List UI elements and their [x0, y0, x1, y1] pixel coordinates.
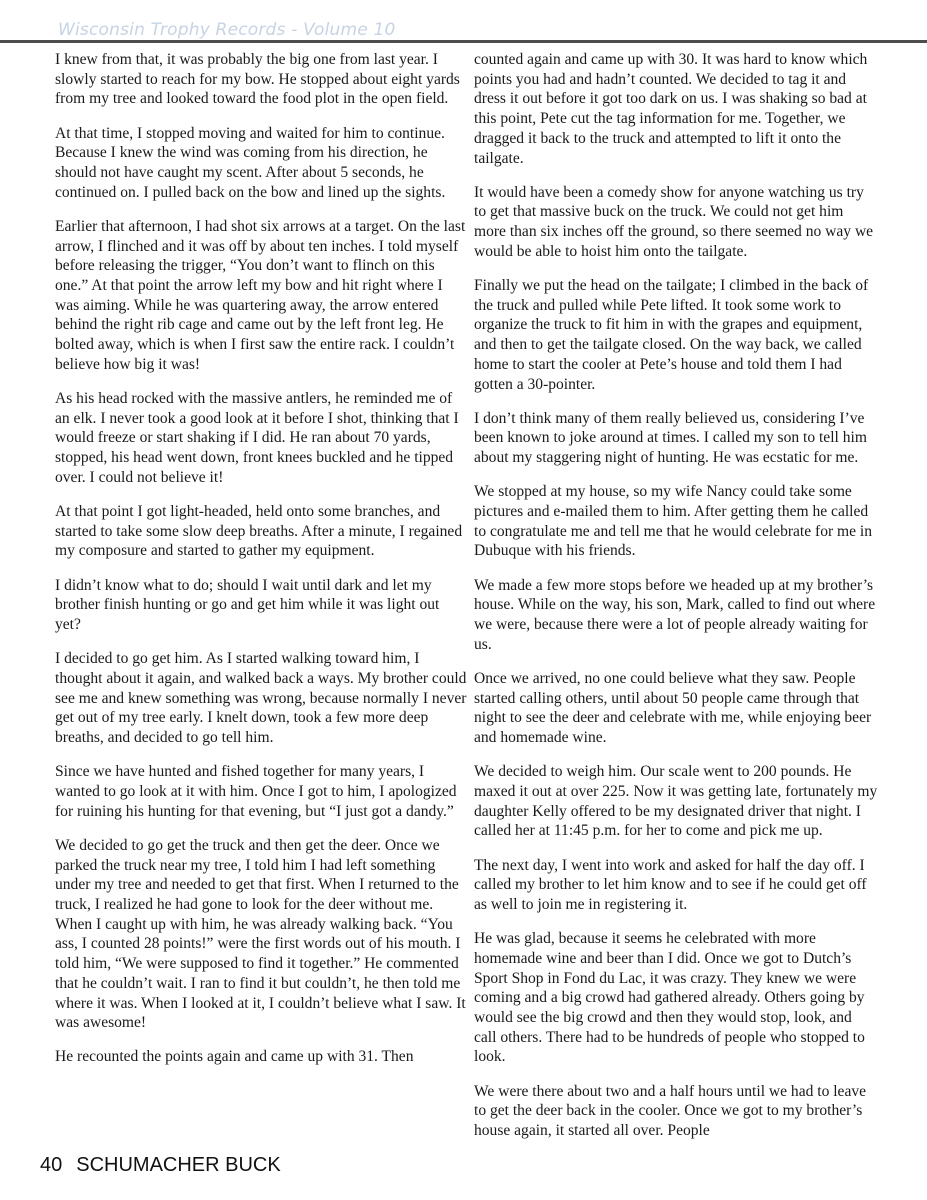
paragraph: I decided to go get him. As I started walking toward him, I thought about it again, and walked back a ways. My brother could see me and knew something was wrong, because normally I never get out of my tree early. I knelt down, took a few more deep breaths, and decided to go tell him. — [55, 650, 467, 747]
paragraph: We stopped at my house, so my wife Nancy could take some pictures and e-mailed them to him. After getting them he called to congratulate me and tell me that he would celebrate for me in Dubuque with his friends. — [474, 483, 873, 560]
right-column — [474, 50, 878, 1155]
paragraph: He recounted the points again and came up with 31. Then — [55, 1048, 414, 1066]
paragraph: I don’t think many of them really believed us, considering I’ve been known to joke around at times. I called my son to tell him about my staggering night of hunting. He was ecstatic for me. — [474, 409, 867, 467]
paragraph: At that time, I stopped moving and waited for him to continue. Because I knew the wind was coming from his direction, he should not have caught my scent. After about 5 seconds, he continued on. I pulled back on the bow and lined up the sights. — [55, 124, 446, 201]
section-title: SCHUMACHER BUCK — [76, 1154, 281, 1176]
header-rule — [0, 40, 927, 43]
paragraph: Since we have hunted and fished together for many years, I wanted to go look at it with him. Once I got to him, I apologized for ruining his hunting for that evening, but “I just got a dandy.” — [55, 763, 457, 820]
paragraph: As his head rocked with the massive antlers, he reminded me of an elk. I never took a good look at it before I shot, thinking that I would freeze or start shaking if I did. He ran about 70 yards, stopped, his head went down, front knees buckled and he tipped over. I could not believe it! — [55, 390, 459, 486]
paragraph: We were there about two and a half hours until we had to leave to get the deer back in the cooler. Once we got to my brother’s house again, it started all over. People — [474, 1082, 867, 1140]
page-number: 40 — [40, 1154, 63, 1176]
running-header: Wisconsin Trophy Records - Volume 10 — [58, 20, 396, 40]
paragraph: I didn’t know what to do; should I wait until dark and let my brother finish hunting or go and get him while it was light out yet? — [55, 576, 440, 634]
paragraph: The next day, I went into work and asked for half the day off. I called my brother to let him know and to see if he could get off as well to join me in registering it. — [474, 856, 867, 914]
paragraph: We made a few more stops before we headed up at my brother’s house. While on the way, his son, Mark, called to find out where we were, because there were a lot of people already waiting for us. — [474, 576, 876, 653]
paragraph: I knew from that, it was probably the big one from last year. I slowly started to reach for my bow. He stopped about eight yards from my tree and looked toward the food plot in the open field. — [55, 51, 460, 108]
paragraph: It would have been a comedy show for anyone watching us try to get that massive buck on the truck. We could not get him more than six inches off the ground, so there seemed no way we would be able to hoist him onto the tailgate. — [474, 183, 874, 260]
paragraph: counted again and came up with 30. It was hard to know which points you had and hadn’t counted. We decided to tag it and dress it out before it got too dark on us. I was shaking so bad at this point, Pete cut the tag information for me. Together, we dragged it back to the truck and attempted to lift it onto the tailgate. — [474, 51, 868, 167]
paragraph: Earlier that afternoon, I had shot six arrows at a target. On the last arrow, I flinched and it was off by about ten inches. I told myself before releasing the trigger, “You don’t want to flinch on this one.” At that point the arrow left my bow and hit right where I was aiming. While he was quartering away, the arrow entered behind the right rib cage and came out by the left front leg. He bolted away, which is when I first saw the entire rack. I couldn’t believe how big it was! — [55, 217, 466, 373]
paragraph: We decided to weigh him. Our scale went to 200 pounds. He maxed it out at over 225. Now it was getting late, fortunately my daughter Kelly offered to be my designated driver that night. I called her at 11:45 p.m. for her to come and pick me up. — [474, 763, 878, 840]
paragraph: We decided to go get the truck and then get the deer. Once we parked the truck near my tree, I told him I had left something under my tree and needed to get that first. When I returned to the truck, I realized he had gone to look for the deer without me. When I caught up with him, he was already walking back. “You ass, I counted 28 points!” were the first words out of his mouth. I told him, “We were supposed to find it together.” He commented that he couldn’t wait. I ran to find it but couldn’t, he then told me where it was. When I looked at it, I couldn’t believe what I saw. It was awesome! — [55, 836, 466, 1032]
page-footer — [40, 1154, 281, 1177]
paragraph: Finally we put the head on the tailgate; I climbed in the back of the truck and pulled while Pete lifted. It took some work to organize the truck to fit him in with the grapes and equipment, and then to get the tailgate closed. On the way back, we called home to start the cooler at Pete’s house and told them I had gotten a 30-pointer. — [474, 277, 869, 393]
left-column — [55, 50, 467, 1082]
paragraph: At that point I got light-headed, held onto some branches, and started to take some slow deep breaths. After a minute, I regained my composure and started to gather my equipment. — [55, 503, 463, 560]
paragraph: He was glad, because it seems he celebrated with more homemade wine and beer than I did. Once we got to Dutch’s Sport Shop in Fond du Lac, it was crazy. They knew we were coming and a big crowd had gathered already. Others going by would see the big crowd and then they would stop, look, and call others. There had to be hundreds of people who stopped to look. — [474, 930, 865, 1066]
paragraph: Once we arrived, no one could believe what they saw. People started calling others, until about 50 people came through that night to see the deer and celebrate with me, while enjoying beer and homemade wine. — [474, 669, 872, 747]
